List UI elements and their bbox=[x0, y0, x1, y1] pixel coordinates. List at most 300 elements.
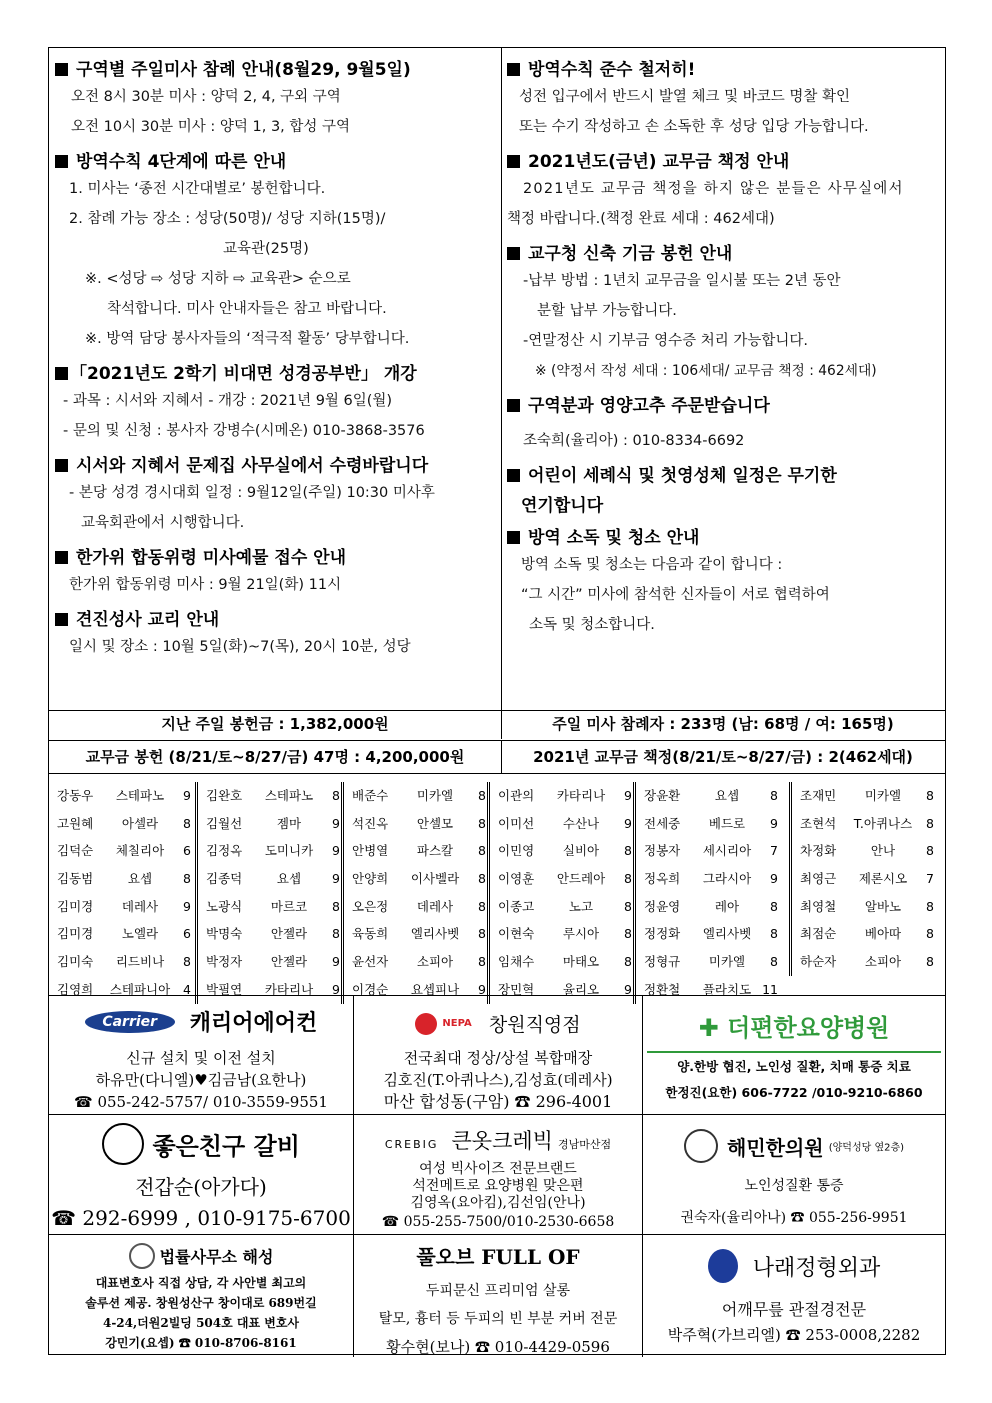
section-title: 견진성사 교리 안내 bbox=[76, 610, 220, 630]
donor-count: 9 bbox=[624, 788, 632, 803]
ad-line: 대표변호사 직접 상담, 각 사안별 최고의 bbox=[95, 1276, 307, 1290]
donor-row bbox=[49, 782, 197, 810]
ad-title: 창원직영점 bbox=[488, 1014, 581, 1036]
donor-name: 장윤환 bbox=[644, 788, 681, 803]
donor-count: 8 bbox=[624, 954, 632, 970]
donor-saint-name: 데레사 bbox=[121, 898, 159, 914]
ad-carrier bbox=[49, 996, 354, 1115]
donor-count: 8 bbox=[770, 788, 778, 803]
donor-name: 배준수 bbox=[352, 788, 389, 803]
ad-line: 탈모, 흉터 등 두피의 빈 부분 커버 전문 bbox=[378, 1311, 618, 1327]
donor-row bbox=[198, 920, 346, 948]
donor-row bbox=[490, 948, 638, 976]
donor-row bbox=[49, 920, 197, 948]
donor-name: 육동희 bbox=[352, 926, 389, 942]
donor-count: 7 bbox=[770, 843, 778, 859]
ad-title: 더편한요양병원 bbox=[727, 1014, 890, 1042]
nepa-logo-icon bbox=[415, 1013, 437, 1035]
donor-name: 최점순 bbox=[800, 926, 837, 942]
notice-line: 2. 참례 가능 장소 : 성당(50명)/ 성당 지하(15명)/ bbox=[69, 211, 386, 227]
notice-line: 책정 바랍니다.(책정 완료 세대 : 462세대) bbox=[507, 211, 775, 227]
ad-phone: ☎ 055-255-7500/010-2530-6658 bbox=[381, 1214, 615, 1230]
ad-line: 하유만(다니엘)♥김금남(요한나) bbox=[95, 1071, 307, 1089]
donor-row bbox=[636, 893, 784, 921]
notice-line: 1. 미사는 ‘종전 시간대별로’ 봉헌합니다. bbox=[69, 181, 326, 197]
notice-line: - 문의 및 신청 : 봉사자 강병수(시메온) 010-3868-3576 bbox=[63, 423, 425, 439]
section-title: 방역수칙 4단계에 따른 안내 bbox=[76, 152, 287, 172]
donor-row bbox=[490, 865, 638, 893]
crebig-brand: CREBIG bbox=[384, 1138, 439, 1151]
donor-count: 8 bbox=[478, 926, 486, 942]
donor-count: 8 bbox=[624, 926, 632, 942]
donor-saint-name: 베드로 bbox=[708, 815, 746, 831]
tithe-donor-list bbox=[49, 773, 945, 996]
ad-line: 노인성질환 통증 bbox=[744, 1178, 844, 1194]
square-bullet-icon bbox=[55, 551, 68, 564]
donor-row bbox=[344, 865, 492, 893]
donor-saint-name: 리드비나 bbox=[115, 954, 165, 970]
square-bullet-icon bbox=[55, 459, 68, 472]
donor-column bbox=[487, 782, 638, 1004]
donor-count: 8 bbox=[770, 926, 778, 942]
donor-saint-name: 플라치도 bbox=[702, 981, 752, 997]
notice-line: 교육관(25명) bbox=[223, 241, 309, 257]
donor-row bbox=[344, 948, 492, 976]
notice-mass-schedule bbox=[49, 48, 501, 142]
law-logo-icon bbox=[129, 1243, 155, 1269]
donor-saint-name: 스테파노 bbox=[264, 788, 314, 803]
right-notices bbox=[501, 48, 945, 710]
donor-row bbox=[344, 810, 492, 838]
donor-row bbox=[490, 782, 638, 810]
notice-line: 방역 소독 및 청소는 다음과 같이 합니다 : bbox=[521, 557, 783, 573]
notice-quarantine-rules bbox=[501, 48, 945, 142]
donor-name: 윤선자 bbox=[352, 954, 389, 970]
donor-name: 박필연 bbox=[206, 981, 243, 997]
donor-saint-name: 마태오 bbox=[562, 954, 600, 970]
donor-name: 최영근 bbox=[800, 871, 837, 887]
donor-name: 정정화 bbox=[644, 926, 681, 942]
ad-line: 솔루션 제공. 창원성산구 창이대로 689번길 bbox=[85, 1296, 317, 1310]
donor-name: 김미경 bbox=[57, 926, 94, 942]
donor-count: 9 bbox=[183, 788, 191, 803]
section-title: 어린이 세례식 및 첫영성체 일정은 무기한 bbox=[528, 466, 837, 486]
donor-column bbox=[633, 782, 784, 1004]
donor-row bbox=[792, 948, 940, 976]
donor-name: 정환철 bbox=[644, 981, 681, 997]
donor-name: 정옥희 bbox=[644, 871, 681, 887]
donor-name: 석진옥 bbox=[352, 815, 389, 831]
donor-name: 이관의 bbox=[498, 788, 535, 803]
donor-name: 안양희 bbox=[352, 871, 389, 887]
ad-title: 법률사무소 해성 bbox=[159, 1247, 274, 1267]
notice-line: “그 시간” 미사에 참석한 신자들이 서로 협력하여 bbox=[521, 587, 830, 603]
donor-saint-name: 스테파노 bbox=[115, 788, 165, 803]
ad-title: 좋은친구 갈비 bbox=[152, 1131, 300, 1161]
notice-pepper-order bbox=[501, 394, 945, 456]
notice-line: 오전 10시 30분 미사 : 양덕 1, 3, 합성 구역 bbox=[71, 119, 351, 135]
ad-hospital bbox=[643, 996, 945, 1115]
donor-name: 조현석 bbox=[800, 815, 837, 831]
notice-line: ※. 방역 담당 봉사자들의 ‘적극적 활동’ 당부합니다. bbox=[85, 331, 410, 347]
donor-saint-name: 레아 bbox=[714, 898, 740, 914]
ad-haemin bbox=[643, 1115, 945, 1235]
donor-count: 8 bbox=[183, 871, 191, 887]
tithe-setting-count: 2021년 교무금 책정(8/21/토~8/27/금) : 2(462세대) bbox=[533, 748, 913, 766]
donor-saint-name: 율리오 bbox=[562, 981, 600, 997]
donor-count: 9 bbox=[332, 843, 340, 859]
notice-diocese-fund bbox=[501, 242, 945, 386]
ad-line: 여성 빅사이즈 전문브랜드 bbox=[419, 1161, 577, 1177]
donor-count: 8 bbox=[926, 926, 934, 942]
donor-saint-name: 미카엘 bbox=[708, 954, 746, 970]
bulletin-frame bbox=[48, 47, 946, 1355]
donor-saint-name: 이사벨라 bbox=[410, 871, 460, 887]
donor-count: 8 bbox=[624, 871, 632, 887]
notice-line: 또는 수기 작성하고 손 소독한 후 성당 입당 가능합니다. bbox=[519, 119, 869, 135]
notice-line: ※. <성당 ⇨ 성당 지하 ⇨ 교육관> 순으로 bbox=[85, 271, 351, 287]
donor-row bbox=[792, 920, 940, 948]
donor-count: 9 bbox=[478, 981, 486, 997]
notice-line: 교육회관에서 시행합니다. bbox=[81, 515, 245, 531]
donor-row bbox=[792, 837, 940, 865]
ad-line: 김영옥(요아킴),김선임(안나) bbox=[410, 1195, 586, 1211]
ad-title: 캐리어에어컨 bbox=[189, 1011, 318, 1036]
galbi-mascot-icon bbox=[102, 1123, 144, 1165]
donor-row bbox=[490, 920, 638, 948]
notice-chuseok-mass bbox=[49, 546, 501, 600]
donor-saint-name: 노엘라 bbox=[121, 926, 159, 942]
section-title-continued: 연기합니다 bbox=[521, 496, 604, 516]
donor-saint-name: 파스칼 bbox=[416, 843, 454, 859]
donor-name: 이종고 bbox=[498, 898, 535, 914]
donor-name: 오은정 bbox=[352, 898, 389, 914]
donor-row bbox=[636, 782, 784, 810]
donor-saint-name: 안젤라 bbox=[270, 954, 308, 970]
square-bullet-icon bbox=[507, 469, 520, 482]
donor-saint-name: 수산나 bbox=[562, 815, 600, 831]
donor-row bbox=[490, 837, 638, 865]
donor-row bbox=[198, 810, 346, 838]
notice-line: 소독 및 청소합니다. bbox=[529, 617, 655, 633]
donor-count: 8 bbox=[770, 898, 778, 914]
ad-branch: 경남마산점 bbox=[558, 1138, 612, 1151]
ad-phone: ☎ 292-6999 , 010-9175-6700 bbox=[51, 1206, 351, 1230]
donor-saint-name: 요셉피나 bbox=[410, 981, 460, 997]
donor-count: 8 bbox=[926, 815, 934, 831]
attendance-total: 주일 미사 참례자 : 233명 (남: 68명 / 여: 165명) bbox=[552, 715, 894, 733]
donor-name: 김미경 bbox=[57, 898, 94, 914]
donor-name: 김완호 bbox=[206, 788, 243, 803]
donor-name: 정봉자 bbox=[644, 843, 681, 859]
donor-count: 8 bbox=[478, 815, 486, 831]
square-bullet-icon bbox=[55, 155, 68, 168]
notice-line: 성전 입구에서 반드시 발열 체크 및 바코드 명찰 확인 bbox=[519, 89, 851, 105]
ad-note: (양덕성당 옆2층) bbox=[828, 1142, 905, 1154]
donor-count: 8 bbox=[478, 788, 486, 803]
donor-count: 8 bbox=[478, 871, 486, 887]
ad-phone: 박주혁(가브리엘) ☎ 253-0008,2282 bbox=[667, 1326, 921, 1344]
section-title: 시서와 지혜서 문제집 사무실에서 수령바랍니다 bbox=[76, 456, 429, 476]
donor-row bbox=[344, 893, 492, 921]
donor-row bbox=[198, 893, 346, 921]
section-title: 한가위 합동위령 미사예물 접수 안내 bbox=[76, 548, 347, 568]
donor-count: 8 bbox=[926, 843, 934, 859]
donor-name: 김동범 bbox=[57, 871, 94, 887]
donor-row bbox=[49, 948, 197, 976]
donor-saint-name: 미카엘 bbox=[864, 788, 902, 803]
donor-count: 4 bbox=[183, 981, 191, 997]
donor-saint-name: 실비아 bbox=[562, 843, 600, 859]
ad-nepa bbox=[354, 996, 643, 1115]
donor-count: 8 bbox=[332, 926, 340, 942]
donor-saint-name: T.아퀴나스 bbox=[853, 815, 913, 831]
offering-total: 지난 주일 봉헌금 : 1,382,000원 bbox=[49, 711, 502, 739]
donor-column bbox=[789, 782, 940, 976]
donor-count: 9 bbox=[770, 871, 778, 887]
section-title: 2021년도(금년) 교무금 책정 안내 bbox=[528, 152, 790, 172]
notice-line: -연말정산 시 기부금 영수증 처리 가능합니다. bbox=[523, 333, 809, 349]
donor-name: 노광식 bbox=[206, 898, 243, 914]
ad-title: 나래정형외과 bbox=[752, 1255, 881, 1281]
ad-line: 석전메트로 요양병원 맞은편 bbox=[412, 1178, 584, 1194]
donor-saint-name: 그라시아 bbox=[702, 871, 752, 887]
notice-disinfection bbox=[501, 526, 945, 640]
donor-count: 6 bbox=[183, 926, 191, 942]
donor-count: 6 bbox=[183, 843, 191, 859]
donor-name: 정형규 bbox=[644, 954, 681, 970]
donor-row bbox=[636, 810, 784, 838]
donor-row bbox=[198, 865, 346, 893]
donor-saint-name: 카타리나 bbox=[556, 788, 606, 803]
ad-fullof bbox=[354, 1235, 643, 1357]
donor-count: 8 bbox=[478, 898, 486, 914]
donor-column bbox=[49, 782, 197, 1004]
notice-quarantine-level4 bbox=[49, 150, 501, 354]
donor-row bbox=[636, 865, 784, 893]
square-bullet-icon bbox=[507, 531, 520, 544]
donor-saint-name: 알바노 bbox=[864, 898, 902, 914]
donor-name: 하순자 bbox=[800, 954, 837, 970]
ad-crebig bbox=[354, 1115, 643, 1235]
donor-count: 9 bbox=[183, 898, 191, 914]
donor-row bbox=[49, 837, 197, 865]
square-bullet-icon bbox=[507, 247, 520, 260]
notice-confirmation bbox=[49, 608, 501, 662]
donor-saint-name: 엘리사벳 bbox=[702, 926, 752, 942]
section-title: 구역분과 영양고추 주문받습니다 bbox=[528, 396, 770, 416]
notice-line: - 과목 : 시서와 지혜서 - 개강 : 2021년 9월 6일(월) bbox=[63, 393, 393, 409]
donor-name: 안병열 bbox=[352, 843, 389, 859]
donor-count: 8 bbox=[624, 898, 632, 914]
square-bullet-icon bbox=[507, 399, 520, 412]
donor-name: 김영희 bbox=[57, 981, 94, 997]
donor-name: 강동우 bbox=[57, 788, 94, 803]
donor-saint-name: 안드레아 bbox=[556, 871, 606, 887]
donor-name: 이미선 bbox=[498, 815, 535, 831]
donor-column bbox=[195, 782, 346, 1004]
ad-phone: ☎ 055-242-5757/ 010-3559-9551 bbox=[74, 1093, 328, 1111]
donor-row bbox=[792, 810, 940, 838]
donor-row bbox=[792, 893, 940, 921]
ad-galbi bbox=[49, 1115, 354, 1235]
donor-count: 9 bbox=[332, 871, 340, 887]
donor-count: 7 bbox=[926, 871, 934, 887]
ad-owner: 전갑순(아가다) bbox=[135, 1175, 267, 1199]
donor-count: 9 bbox=[624, 815, 632, 831]
donor-name: 김미숙 bbox=[57, 954, 94, 970]
donor-saint-name: 안나 bbox=[870, 843, 896, 859]
donor-saint-name: 도미니카 bbox=[264, 843, 314, 859]
donor-row bbox=[198, 948, 346, 976]
donor-row bbox=[636, 837, 784, 865]
donor-name: 이경순 bbox=[352, 981, 389, 997]
medical-cross-icon: ✚ bbox=[698, 1014, 719, 1042]
donor-row bbox=[49, 865, 197, 893]
narae-mascot-icon bbox=[708, 1249, 738, 1283]
section-title: 방역수칙 준수 철저히! bbox=[528, 60, 696, 80]
donor-saint-name: 요셉 bbox=[127, 871, 153, 887]
donor-name: 고원혜 bbox=[57, 815, 94, 831]
ad-title: 큰옷크레빅 bbox=[451, 1129, 553, 1153]
donor-count: 8 bbox=[926, 954, 934, 970]
ad-line: 전국최대 정상/상설 복합매장 bbox=[403, 1049, 593, 1067]
donor-column bbox=[341, 782, 492, 1004]
ad-title: 해민한의원 bbox=[727, 1135, 824, 1160]
notice-line: - 본당 성경 경시대회 일정 : 9월12일(주일) 10:30 미사후 bbox=[69, 485, 435, 501]
donor-name: 김정옥 bbox=[206, 843, 243, 859]
donor-name: 이현숙 bbox=[498, 926, 535, 942]
donor-name: 박명숙 bbox=[206, 926, 243, 942]
donor-name: 김종덕 bbox=[206, 871, 243, 887]
donor-saint-name: 소피아 bbox=[416, 954, 454, 970]
section-title: 「2021년도 2학기 비대면 성경공부반」 개강 bbox=[70, 364, 417, 384]
notice-bible-class bbox=[49, 362, 501, 446]
donor-count: 8 bbox=[332, 788, 340, 803]
donor-saint-name: 엘리사벳 bbox=[410, 926, 460, 942]
summary-row-tithe bbox=[49, 740, 945, 774]
donor-name: 박정자 bbox=[206, 954, 243, 970]
donor-row bbox=[792, 782, 940, 810]
donor-count: 8 bbox=[926, 788, 934, 803]
square-bullet-icon bbox=[55, 613, 68, 626]
donor-row bbox=[792, 865, 940, 893]
donor-saint-name: 소피아 bbox=[864, 954, 902, 970]
donor-name: 이민영 bbox=[498, 843, 535, 859]
square-bullet-icon bbox=[55, 63, 68, 76]
donor-name: 차정화 bbox=[800, 843, 837, 859]
ad-title: 풀오브 FULL OF bbox=[416, 1245, 580, 1269]
ad-law-office bbox=[49, 1235, 354, 1357]
donor-count: 11 bbox=[762, 981, 778, 997]
donor-count: 8 bbox=[332, 898, 340, 914]
left-notices bbox=[49, 48, 502, 710]
donor-row bbox=[49, 810, 197, 838]
donor-saint-name: 루시아 bbox=[562, 926, 600, 942]
donor-name: 임채수 bbox=[498, 954, 535, 970]
donor-saint-name: 미카엘 bbox=[416, 788, 454, 803]
donor-count: 8 bbox=[183, 954, 191, 970]
donor-name: 김월선 bbox=[206, 815, 243, 831]
donor-row bbox=[490, 893, 638, 921]
donor-name: 조재민 bbox=[800, 788, 837, 803]
donor-saint-name: 마르코 bbox=[270, 898, 308, 914]
donor-count: 9 bbox=[770, 815, 778, 831]
donor-row bbox=[198, 837, 346, 865]
donor-row bbox=[344, 837, 492, 865]
donor-saint-name: 제론시오 bbox=[858, 871, 908, 887]
ad-line: 4-24,더원2빌딩 504호 대표 변호사 bbox=[102, 1316, 300, 1330]
summary-row-offering bbox=[49, 710, 945, 739]
notice-baptism-postponed bbox=[501, 464, 945, 518]
donor-saint-name: 노고 bbox=[568, 898, 594, 914]
ad-line: 양.한방 협진, 노인성 질환, 치매 통증 치료 bbox=[647, 1051, 941, 1075]
donor-count: 8 bbox=[926, 898, 934, 914]
donor-count: 8 bbox=[183, 815, 191, 831]
donor-name: 이영훈 bbox=[498, 871, 535, 887]
donor-row bbox=[636, 948, 784, 976]
donor-row bbox=[344, 782, 492, 810]
donor-count: 9 bbox=[332, 981, 340, 997]
donor-name: 장민혁 bbox=[498, 981, 535, 997]
notice-line: 한가위 합동위령 미사 : 9월 21일(화) 11시 bbox=[69, 577, 342, 593]
notice-workbook bbox=[49, 454, 501, 538]
haemin-logo-icon bbox=[684, 1129, 718, 1163]
notice-line: -납부 방법 : 1년치 교무금을 일시불 또는 2년 동안 bbox=[523, 273, 841, 289]
donor-row bbox=[490, 810, 638, 838]
section-title: 방역 소독 및 청소 안내 bbox=[528, 528, 700, 548]
donor-name: 김덕순 bbox=[57, 843, 94, 859]
donor-saint-name: 스테파니아 bbox=[109, 981, 171, 997]
donor-row bbox=[636, 920, 784, 948]
notice-line: 일시 및 장소 : 10월 5일(화)~7(목), 20시 10분, 성당 bbox=[69, 639, 411, 655]
donor-saint-name: 안셀모 bbox=[416, 815, 454, 831]
donor-row bbox=[49, 893, 197, 921]
donor-saint-name: 요셉 bbox=[714, 788, 740, 803]
ad-phone: 마산 합성동(구암) ☎ 296-4001 bbox=[383, 1092, 613, 1111]
square-bullet-icon bbox=[507, 63, 520, 76]
ad-line: 김호진(T.아퀴나스),김성효(데레사) bbox=[383, 1071, 613, 1089]
donor-saint-name: 베아따 bbox=[864, 926, 902, 942]
donor-name: 정윤영 bbox=[644, 898, 681, 914]
donor-row bbox=[344, 920, 492, 948]
ad-phone: 황수현(보나) ☎ 010-4429-0596 bbox=[386, 1338, 610, 1356]
donor-count: 8 bbox=[770, 954, 778, 970]
donor-saint-name: 체칠리아 bbox=[115, 843, 165, 859]
donor-count: 9 bbox=[624, 981, 632, 997]
donor-count: 9 bbox=[332, 815, 340, 831]
ad-phone: 권숙자(율리아나) ☎ 055-256-9951 bbox=[680, 1210, 908, 1226]
donor-row bbox=[198, 782, 346, 810]
notice-line: 2021년도 교무금 책정을 하지 않은 분들은 사무실에서 bbox=[523, 181, 904, 197]
carrier-logo: Carrier bbox=[85, 1011, 175, 1033]
donor-count: 9 bbox=[332, 954, 340, 970]
donor-saint-name: 세시리아 bbox=[702, 843, 752, 859]
ad-line: 신규 설치 및 이전 설치 bbox=[126, 1049, 276, 1067]
donor-saint-name: 안젤라 bbox=[270, 926, 308, 942]
donor-saint-name: 데레사 bbox=[416, 898, 454, 914]
notice-line: 분할 납부 가능합니다. bbox=[537, 303, 677, 319]
tithe-offering: 교무금 봉헌 (8/21/토~8/27/금) 47명 : 4,200,000원 bbox=[49, 741, 502, 774]
sponsor-ads bbox=[49, 995, 945, 1357]
donor-name: 최영철 bbox=[800, 898, 837, 914]
section-title: 구역별 주일미사 참례 안내(8월29, 9월5일) bbox=[76, 60, 411, 80]
donor-saint-name: 젬마 bbox=[276, 815, 302, 831]
donor-name: 전세중 bbox=[644, 815, 681, 831]
ad-phone: 한정진(요한) 606-7722 /010-9210-6860 bbox=[665, 1085, 923, 1100]
donor-count: 8 bbox=[478, 954, 486, 970]
notice-line: 조숙희(율리아) : 010-8334-6692 bbox=[523, 433, 745, 449]
